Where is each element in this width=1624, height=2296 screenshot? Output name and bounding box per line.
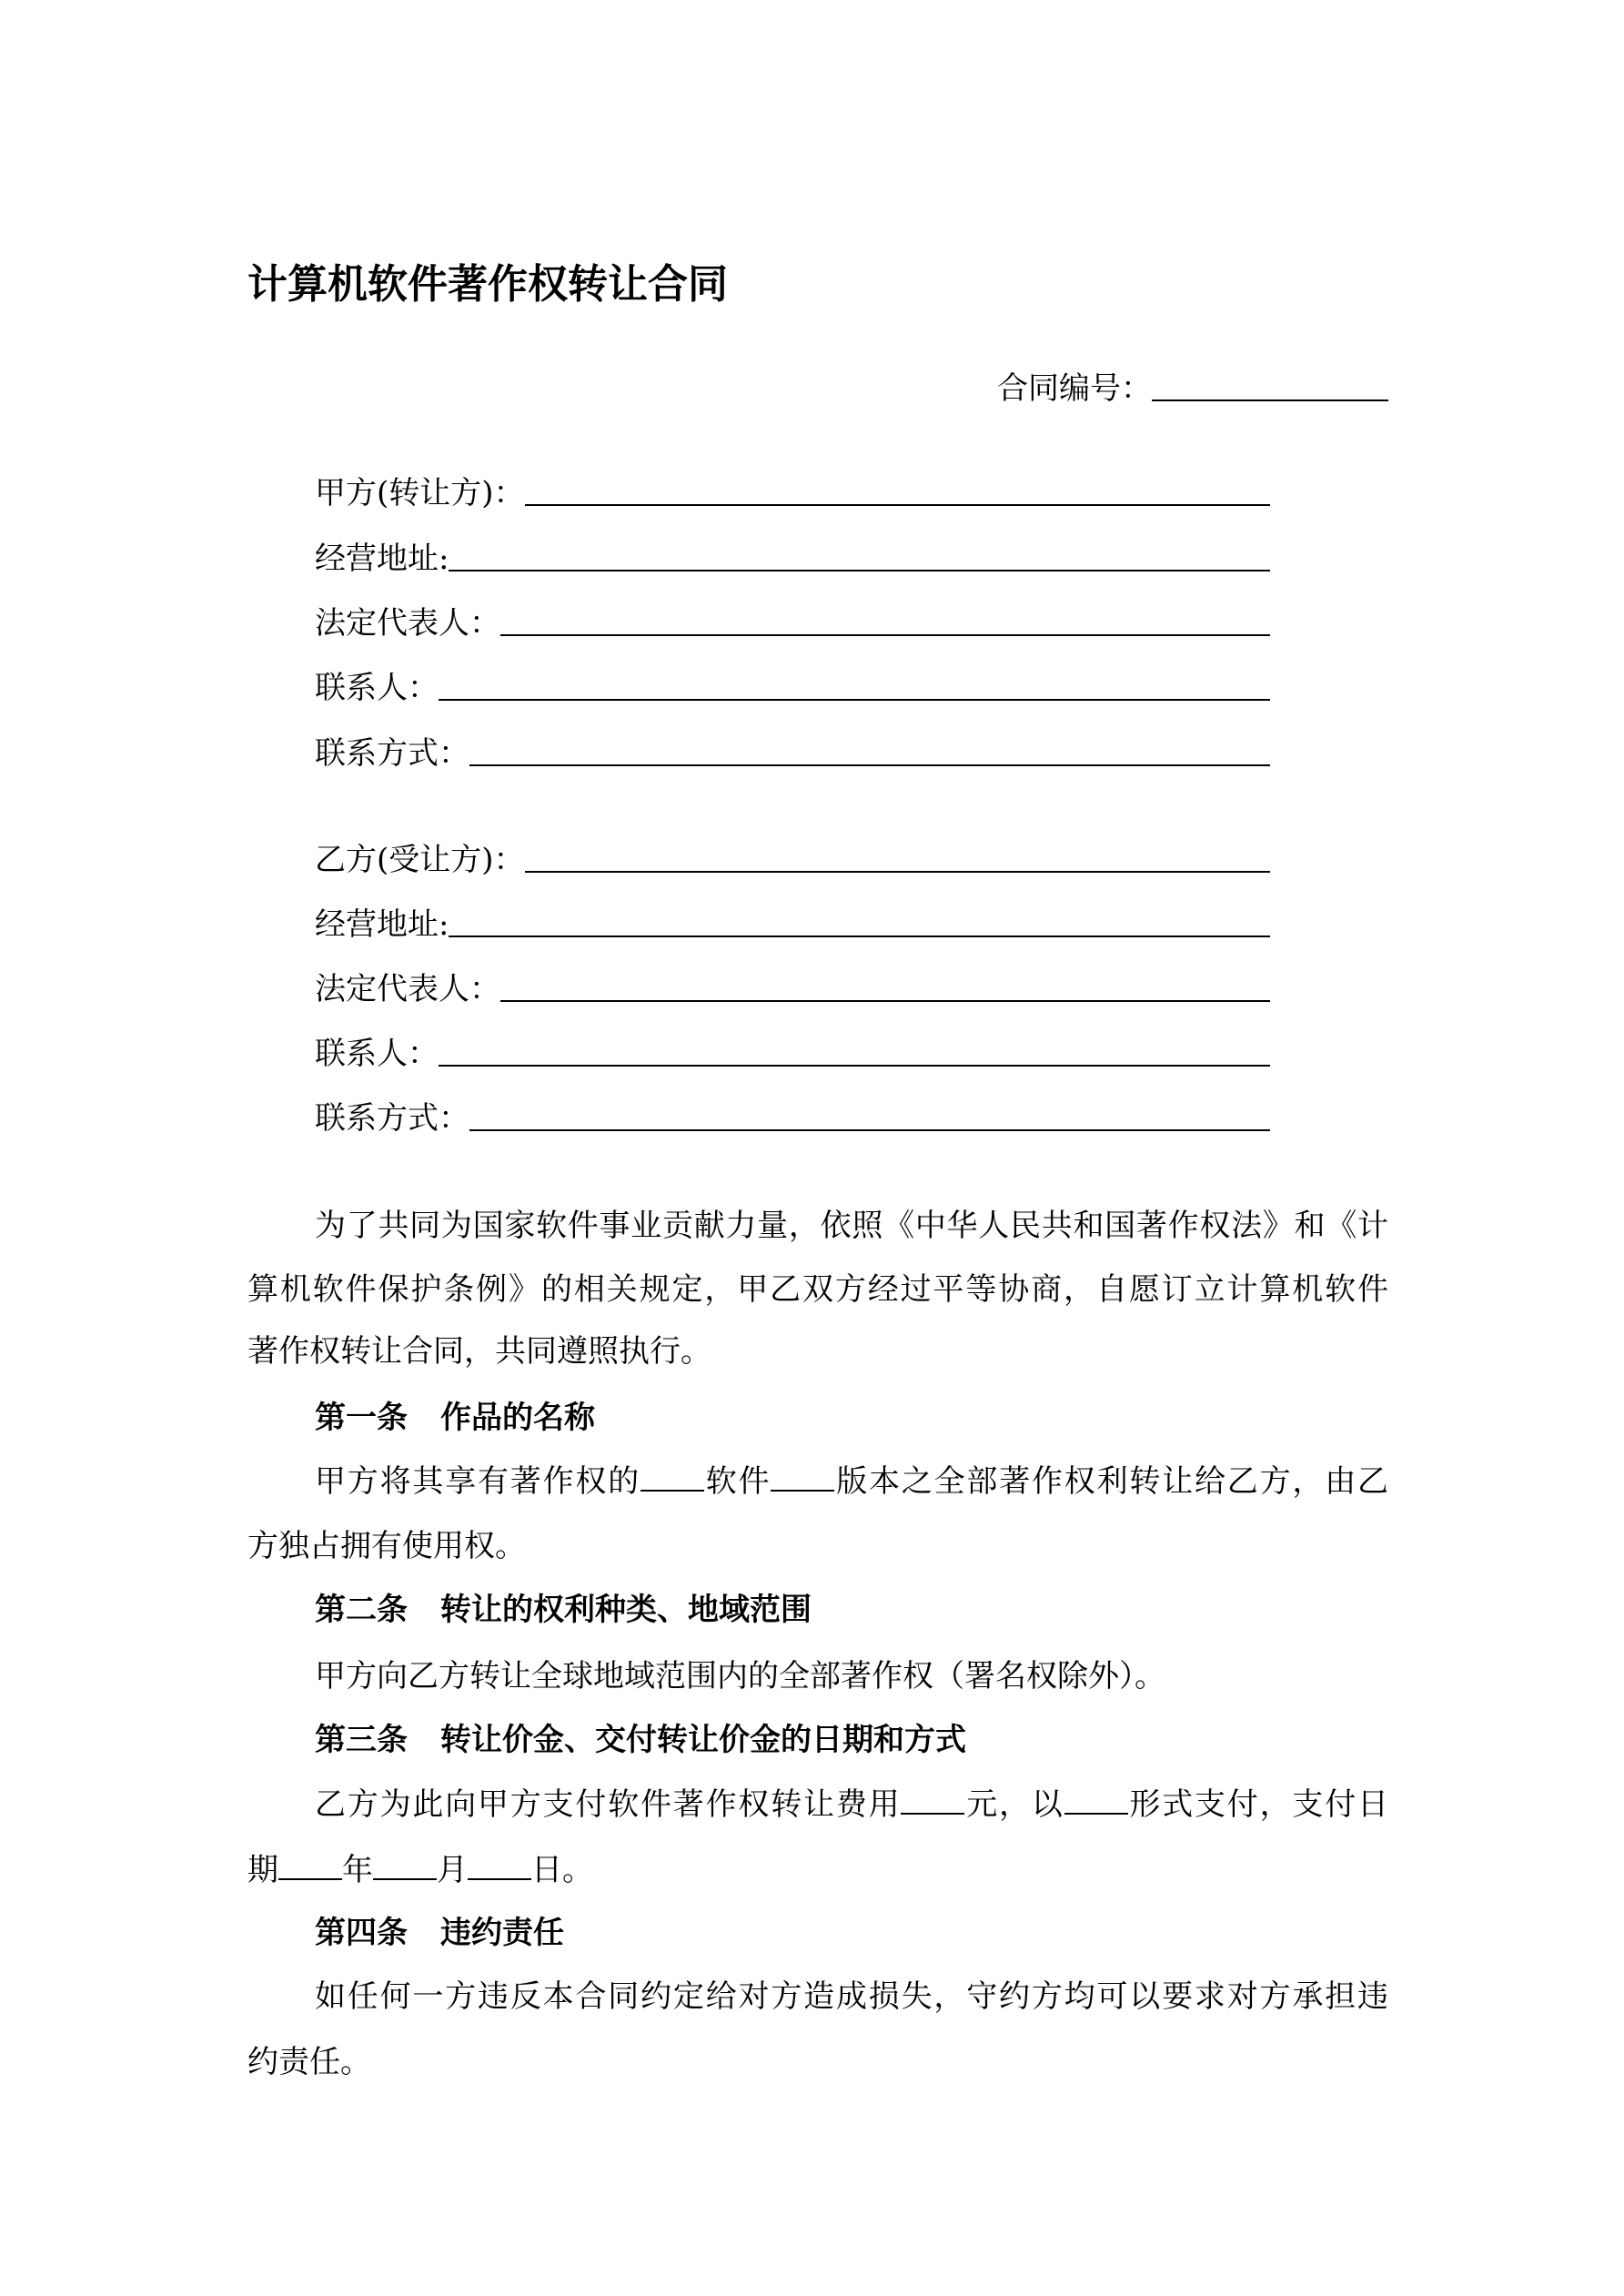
article-number: 第三条 [315,1722,408,1758]
field-label: 法定代表人： [315,605,500,642]
blank[interactable] [771,1464,834,1492]
article-1-text: 方独占拥有使用权。 [247,1528,526,1564]
article-4-text: 约责任。 [247,2044,371,2080]
document-title: 计算机软件著作权转让合同 [247,261,728,308]
field-blank[interactable] [439,1065,1270,1067]
text: 日。 [531,1852,593,1888]
field-label: 乙方(受让方)： [315,842,525,878]
preamble-line: 算机软件保护条例》的相关规定，甲乙双方经过平等协商，自愿订立计算机软件 [247,1271,1388,1308]
field-label: 联系方式： [315,735,469,772]
field-blank[interactable] [469,1129,1270,1131]
party-a-address-field [315,539,1270,579]
party-b-legal-rep-field [315,969,1270,1009]
field-blank[interactable] [500,1000,1270,1002]
field-label: 甲方(转让方)： [315,475,525,511]
preamble-line: 为了共同为国家软件事业贡献力量，依照《中华人民共和国著作权法》和《计 [315,1208,1388,1244]
text: 元，以 [964,1786,1064,1823]
article-3-heading [315,1720,966,1760]
article-4-heading [315,1913,564,1953]
party-b-address-field [315,905,1270,945]
field-blank[interactable] [469,764,1270,766]
party-a-name-field [315,473,1270,513]
article-title: 转让价金、交付转让价金的日期和方式 [440,1722,966,1758]
party-b-contact-field [315,1034,1270,1074]
text: 期 [247,1852,278,1888]
blank[interactable] [373,1853,437,1880]
field-blank[interactable] [525,871,1270,873]
party-a-contact-field [315,668,1270,708]
field-label: 法定代表人： [315,971,500,1007]
field-blank[interactable] [500,634,1270,636]
party-a-contact-info-field [315,733,1270,774]
contract-number-field [997,369,1388,409]
text: 年 [342,1852,373,1888]
field-label: 联系人： [315,1036,439,1072]
text: 形式支付，支付日 [1127,1786,1389,1823]
field-blank[interactable] [439,699,1270,701]
article-3-text [315,1785,1388,1825]
article-3-text [247,1850,593,1890]
article-2-text: 甲方向乙方转让全球地域范围内的全部著作权（署名权除外）。 [315,1658,1165,1694]
field-blank[interactable] [525,504,1270,506]
blank[interactable] [641,1464,704,1492]
field-label: 经营地址: [315,906,449,943]
party-b-name-field [315,840,1270,880]
field-label: 联系方式： [315,1100,469,1137]
party-b-contact-info-field [315,1098,1270,1138]
blank[interactable] [468,1853,531,1880]
text: 月 [437,1852,468,1888]
field-blank[interactable] [449,936,1270,937]
article-4-text: 如任何一方违反本合同约定给对方造成损失，守约方均可以要求对方承担违 [315,1978,1388,2015]
article-title: 违约责任 [440,1915,564,1951]
field-blank[interactable] [449,570,1270,571]
article-1-heading [315,1398,595,1438]
text: 软件 [704,1463,772,1500]
article-number: 第二条 [315,1592,408,1628]
article-number: 第四条 [315,1915,408,1951]
contract-number-label: 合同编号： [997,370,1152,407]
contract-number-blank[interactable] [1152,400,1388,401]
blank[interactable] [278,1853,342,1880]
article-title: 作品的名称 [440,1400,595,1436]
field-label: 联系人： [315,670,439,706]
text: 版本之全部著作权利转让给乙方，由乙 [834,1463,1389,1500]
field-label: 经营地址: [315,541,449,577]
article-number: 第一条 [315,1400,408,1436]
text: 乙方为此向甲方支付软件著作权转让费用 [315,1786,902,1823]
blank[interactable] [901,1787,964,1815]
article-2-heading [315,1590,812,1630]
text: 甲方将其享有著作权的 [315,1463,641,1500]
article-title: 转让的权利种类、地域范围 [440,1592,812,1628]
preamble-line: 著作权转让合同，共同遵照执行。 [247,1333,711,1370]
party-a-legal-rep-field [315,603,1270,643]
article-1-text [315,1462,1388,1502]
blank[interactable] [1064,1787,1128,1815]
